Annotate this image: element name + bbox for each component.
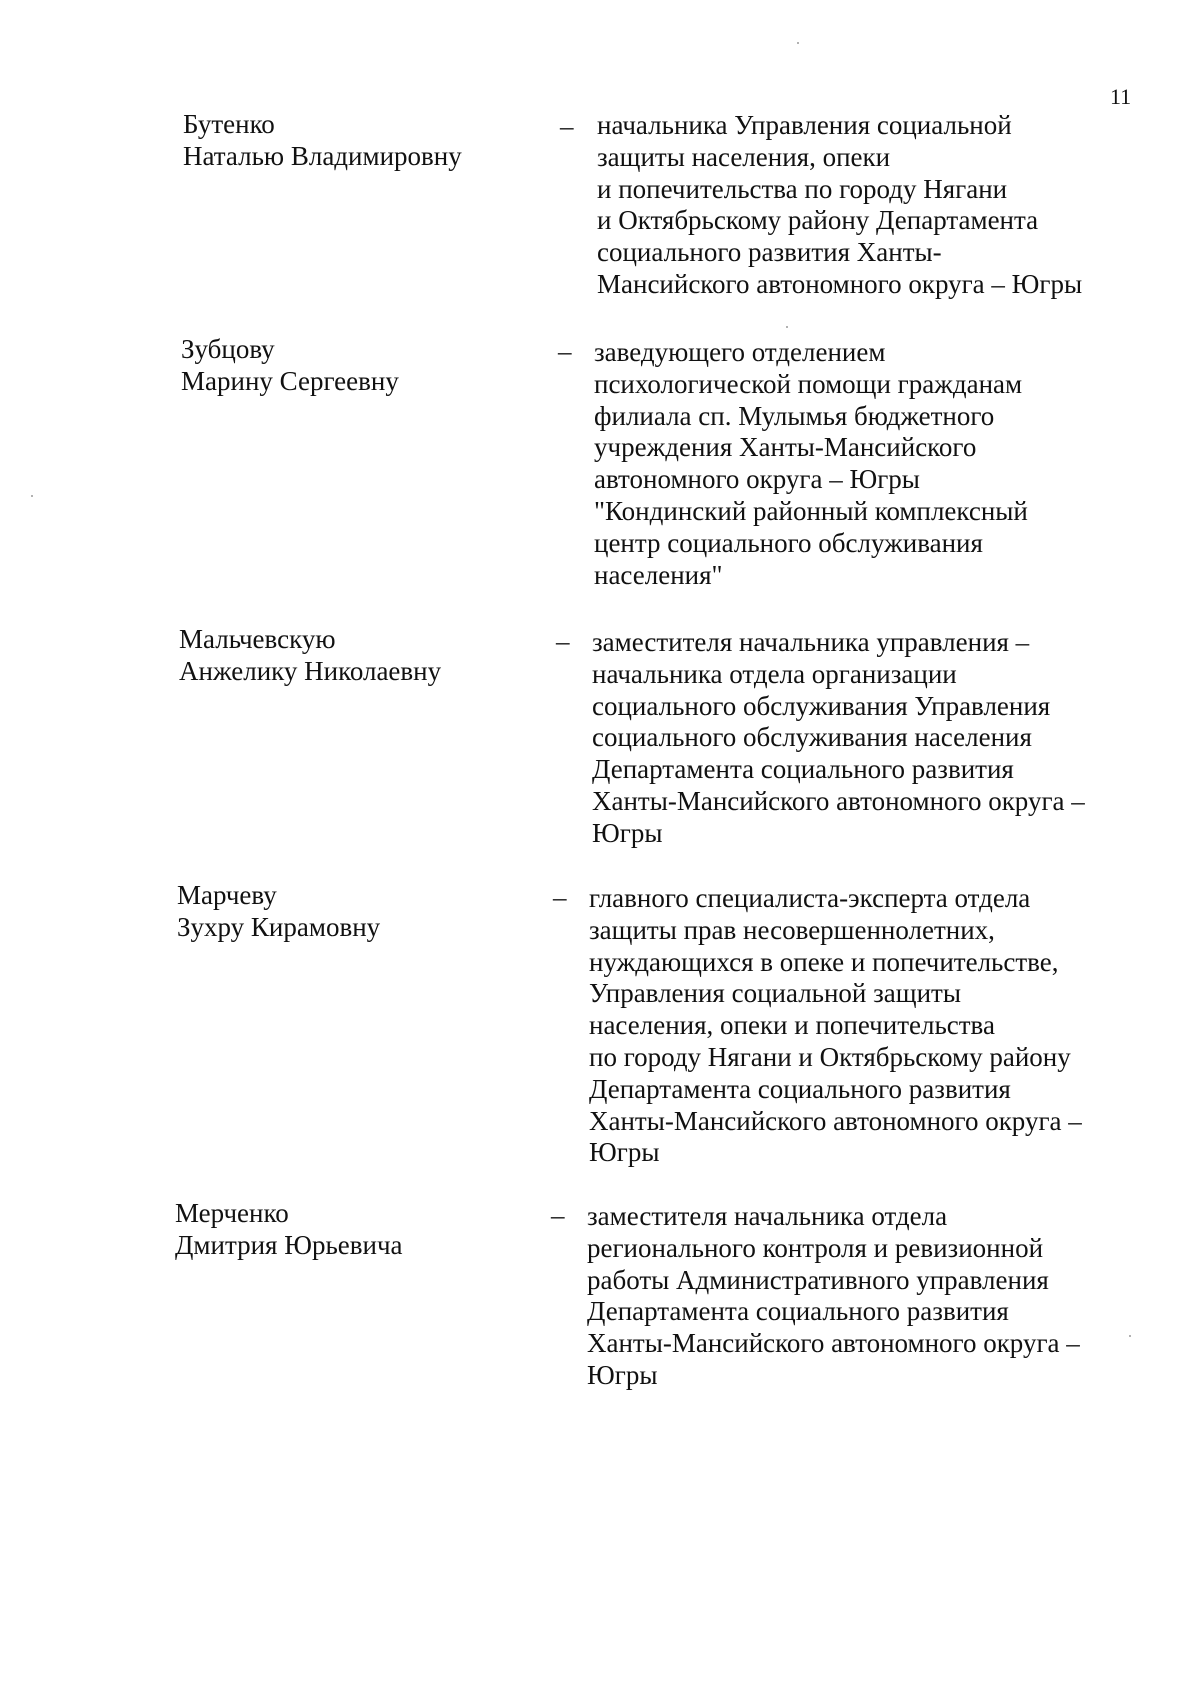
person-name bbox=[183, 108, 543, 172]
position-line: филиала сп. Мулымья бюджетного bbox=[594, 400, 995, 431]
position-description bbox=[587, 1201, 1147, 1392]
position-line: Ханты-Мансийского автономного округа – bbox=[587, 1328, 1080, 1359]
person-given-names: Наталью Владимировну bbox=[183, 141, 462, 171]
position-line: защиты населения, опеки bbox=[597, 141, 891, 172]
person-surname: Мерченко bbox=[175, 1198, 289, 1228]
position-line: социального развития Ханты- bbox=[597, 237, 942, 268]
person-given-names: Марину Сергеевну bbox=[181, 366, 399, 396]
person-surname: Бутенко bbox=[183, 109, 275, 139]
position-line: регионального контроля и ревизионной bbox=[587, 1232, 1044, 1263]
position-line: Ханты-Мансийского автономного округа – bbox=[589, 1105, 1082, 1136]
position-line: социального обслуживания населения bbox=[592, 722, 1032, 753]
position-line: заместителя начальника управления – bbox=[592, 627, 1030, 657]
separator-dash: – bbox=[556, 626, 570, 656]
position-description bbox=[589, 883, 1149, 1169]
position-line: населения, опеки и попечительства bbox=[589, 1010, 995, 1041]
position-line: по городу Нягани и Октябрьскому району bbox=[589, 1041, 1071, 1072]
person-given-names: Зухру Кирамовну bbox=[177, 912, 381, 942]
position-line: начальника отдела организации bbox=[592, 658, 957, 689]
position-description bbox=[592, 627, 1152, 850]
position-line: социального обслуживания Управления bbox=[592, 690, 1051, 721]
person-given-names: Дмитрия Юрьевича bbox=[175, 1230, 403, 1260]
position-line: учреждения Ханты-Мансийского bbox=[594, 432, 977, 463]
position-line: Югры bbox=[587, 1359, 658, 1390]
position-line: Ханты-Мансийского автономного округа – bbox=[592, 785, 1085, 816]
position-description bbox=[597, 110, 1157, 301]
position-line: Управления социальной защиты bbox=[589, 978, 961, 1009]
position-line: центр социального обслуживания bbox=[594, 527, 983, 558]
separator-dash: – bbox=[558, 336, 572, 366]
position-line: начальника Управления социальной bbox=[597, 110, 1012, 140]
position-line: Югры bbox=[589, 1137, 660, 1168]
person-surname: Марчеву bbox=[177, 880, 277, 910]
position-line: населения" bbox=[594, 559, 723, 590]
person-name bbox=[177, 879, 537, 943]
position-line: заведующего отделением bbox=[594, 337, 886, 367]
position-line: "Кондинский районный комплексный bbox=[594, 495, 1028, 526]
separator-dash: – bbox=[551, 1200, 565, 1230]
position-line: Департамента социального развития bbox=[589, 1073, 1011, 1104]
position-line: Югры bbox=[592, 817, 663, 848]
person-given-names: Анжелику Николаевну bbox=[179, 656, 442, 686]
position-line: заместителя начальника отдела bbox=[587, 1201, 948, 1231]
position-line: работы Административного управления bbox=[587, 1264, 1049, 1295]
person-name bbox=[175, 1197, 535, 1261]
scan-speck bbox=[797, 42, 799, 44]
position-description bbox=[594, 337, 1154, 591]
position-line: и попечительства по городу Нягани bbox=[597, 173, 1008, 204]
position-line: Мансийского автономного округа – Югры bbox=[597, 268, 1083, 299]
position-line: Департамента социального развития bbox=[587, 1296, 1009, 1327]
person-name bbox=[181, 333, 541, 397]
position-line: защиты прав несовершеннолетних, bbox=[589, 914, 995, 945]
person-name bbox=[179, 623, 539, 687]
person-surname: Мальчевскую bbox=[179, 624, 336, 654]
position-line: и Октябрьскому району Департамента bbox=[597, 205, 1039, 236]
person-surname: Зубцову bbox=[181, 334, 275, 364]
position-line: нуждающихся в опеке и попечительстве, bbox=[589, 946, 1059, 977]
separator-dash: – bbox=[553, 882, 567, 912]
position-line: Департамента социального развития bbox=[592, 754, 1014, 785]
scan-speck bbox=[1129, 1335, 1131, 1337]
position-line: автономного округа – Югры bbox=[594, 464, 920, 495]
separator-dash: – bbox=[560, 111, 574, 141]
position-line: главного специалиста-эксперта отдела bbox=[589, 883, 1031, 913]
scan-speck bbox=[786, 326, 788, 328]
position-line: психологической помощи гражданам bbox=[594, 368, 1023, 399]
scan-speck bbox=[31, 495, 33, 497]
page-number: 11 bbox=[1110, 84, 1132, 109]
